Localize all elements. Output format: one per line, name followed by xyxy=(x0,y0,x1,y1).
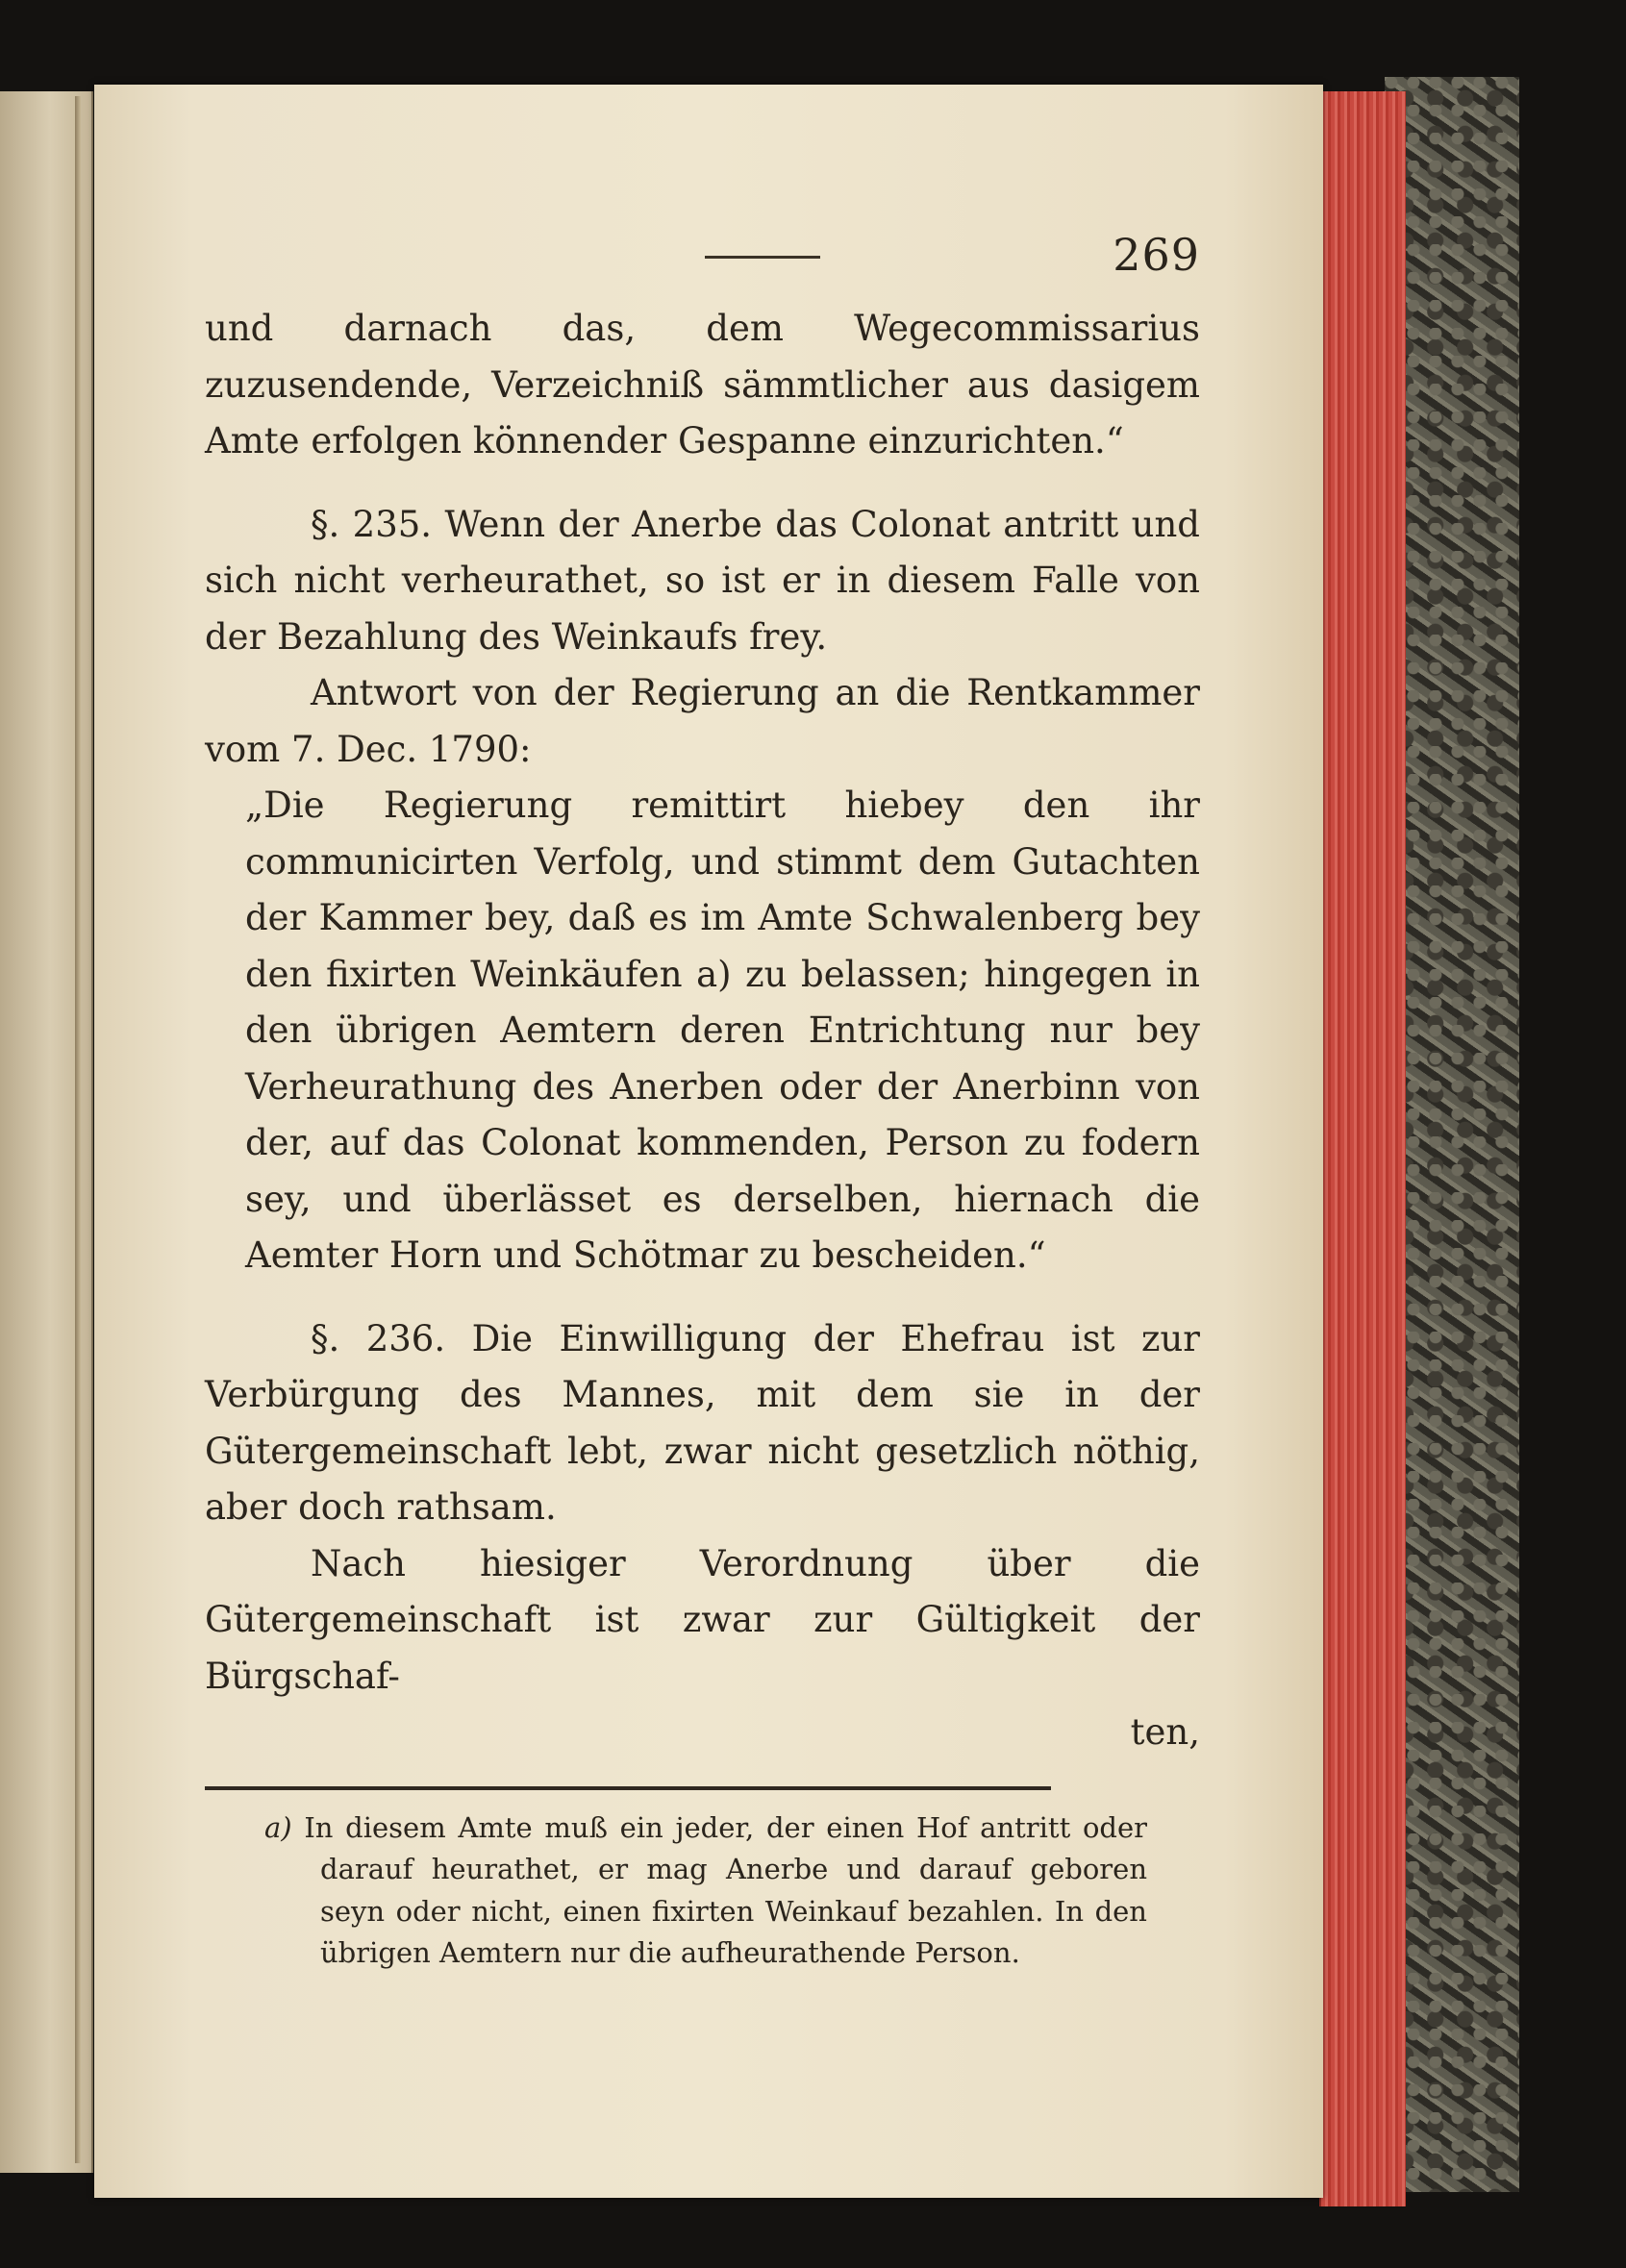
book-gutter xyxy=(75,96,81,2163)
footnote-a xyxy=(205,1807,1147,1975)
footnote-text: In diesem Amte muß ein jeder, der einen Hof antritt oder darauf heurathet, er mag Anerbe und darauf geboren seyn oder nicht, einen fixirten Weinkauf bezahlen. In den übrigen Aemtern nur die aufheurathende Person. xyxy=(304,1810,1147,1969)
body-text xyxy=(205,301,1200,1761)
header-rule xyxy=(705,256,820,259)
paragraph-section-235: §. 235. Wenn der Anerbe das Colonat antritt und sich nicht verheurathet, so ist er in diesem Falle von der Bezahlung des Weinkaufs frey. xyxy=(205,503,1200,658)
footnote-marker: a) xyxy=(264,1810,292,1844)
red-page-edges xyxy=(1319,91,1406,2206)
footnote-divider xyxy=(205,1786,1051,1790)
page-header xyxy=(205,229,1200,301)
book-page xyxy=(94,85,1323,2198)
paragraph-ordinance: Nach hiesiger Verordnung über die Gütergemeinschaft ist zwar zur Gültigkeit der Bürgschaf- xyxy=(205,1542,1200,1697)
page-number: 269 xyxy=(1113,229,1200,281)
footnotes xyxy=(205,1807,1200,1975)
paragraph-quotation: „Die Regierung remittirt hiebey den ihr communicirten Verfolg, und stimmt dem Gutachten der Kammer bey, daß es im Amte Schwalenberg bey den fixirten Weinkäufen a) zu belassen; hingegen in den übrigen Aemtern deren Entrichtung nur bey Verheurathung des Anerben oder der Anerbinn von der, auf das Colonat kommenden, Person zu fodern sey, und überlässet es derselben, hiernach die Aemter Horn und Schötmar zu bescheiden.“ xyxy=(245,785,1200,1276)
paragraph-continuation: und darnach das, dem Wegecommissarius zuzusendende, Verzeichniß sämmtlicher aus dasigem Amte erfolgen könnender Gespanne einzurichten.“ xyxy=(205,308,1200,461)
paragraph-answer-heading: Antwort von der Regierung an die Rentkammer vom 7. Dec. 1790: xyxy=(205,672,1200,770)
paragraph-section-236: §. 236. Die Einwilligung der Ehefrau ist zur Verbürgung des Mannes, mit dem sie in der Gütergemeinschaft lebt, zwar nicht gesetzlich nöthig, aber doch rathsam. xyxy=(205,1317,1200,1528)
catchword: ten, xyxy=(1130,1711,1200,1753)
page-content xyxy=(205,229,1200,1975)
